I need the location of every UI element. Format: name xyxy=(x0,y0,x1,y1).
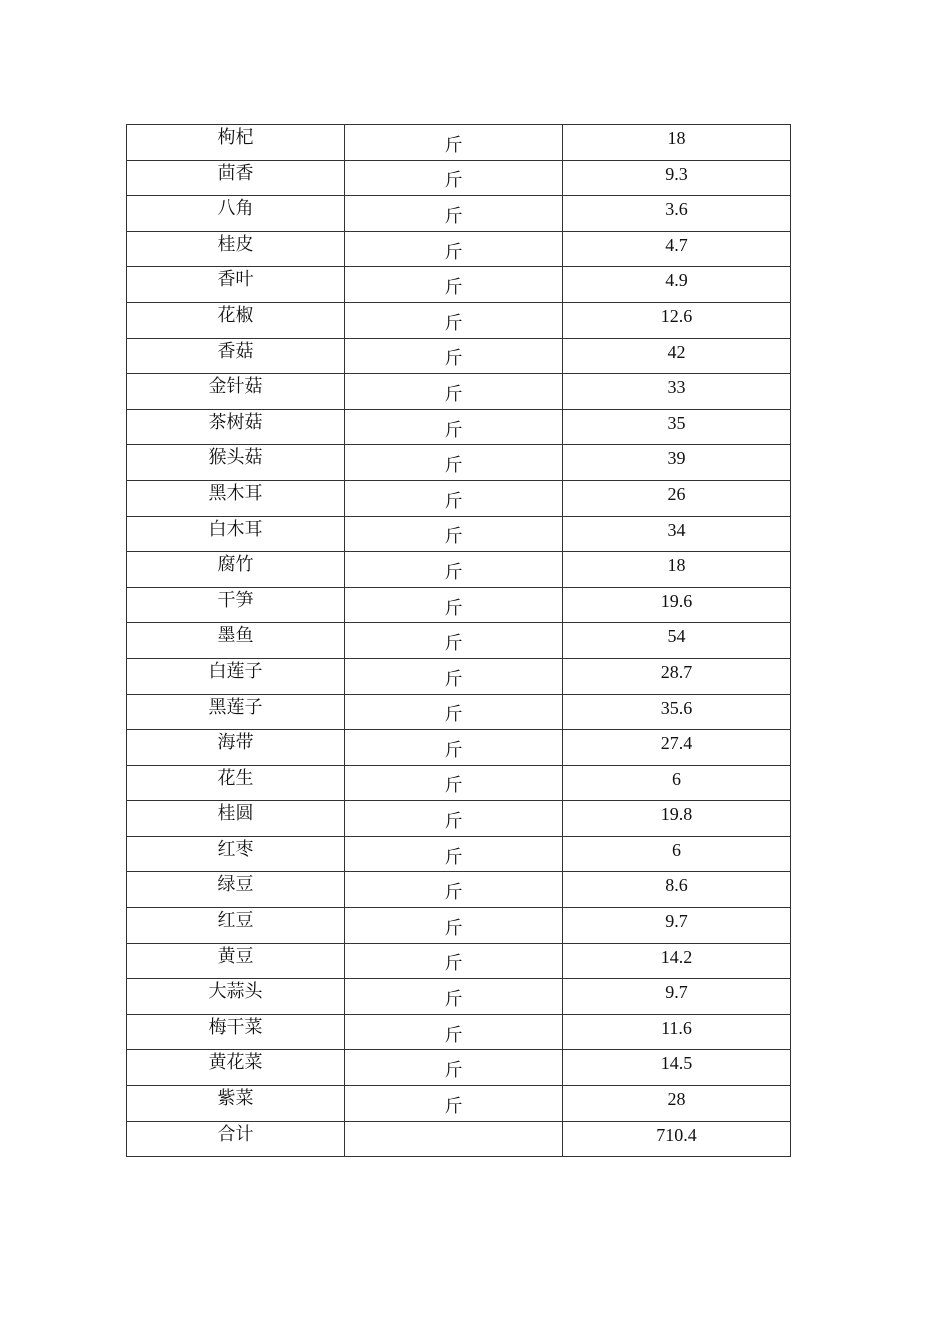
table-row xyxy=(127,765,791,801)
item-name-cell: 红枣 xyxy=(127,836,345,872)
item-name-cell: 枸杞 xyxy=(127,125,345,161)
table-row xyxy=(127,836,791,872)
item-name-cell: 花椒 xyxy=(127,302,345,338)
unit-cell: 斤 xyxy=(345,943,563,979)
price-cell: 6 xyxy=(563,836,791,872)
unit-cell: 斤 xyxy=(345,836,563,872)
unit-cell xyxy=(345,1121,563,1157)
table-row xyxy=(127,908,791,944)
table-row xyxy=(127,587,791,623)
price-cell: 34 xyxy=(563,516,791,552)
unit-cell: 斤 xyxy=(345,516,563,552)
unit-cell: 斤 xyxy=(345,1014,563,1050)
table-row xyxy=(127,125,791,161)
table-row xyxy=(127,623,791,659)
price-cell: 4.7 xyxy=(563,231,791,267)
price-cell: 710.4 xyxy=(563,1121,791,1157)
unit-cell: 斤 xyxy=(345,409,563,445)
item-name-cell: 紫菜 xyxy=(127,1086,345,1122)
table-row xyxy=(127,196,791,232)
price-cell: 9.3 xyxy=(563,160,791,196)
price-cell: 35 xyxy=(563,409,791,445)
item-name-cell: 香叶 xyxy=(127,267,345,303)
item-name-cell: 黑木耳 xyxy=(127,480,345,516)
unit-cell: 斤 xyxy=(345,801,563,837)
table-row xyxy=(127,302,791,338)
table-row xyxy=(127,480,791,516)
table-row xyxy=(127,338,791,374)
item-name-cell: 大蒜头 xyxy=(127,979,345,1015)
item-name-cell: 桂皮 xyxy=(127,231,345,267)
table-row xyxy=(127,160,791,196)
table-row xyxy=(127,445,791,481)
table-row xyxy=(127,267,791,303)
price-cell: 28 xyxy=(563,1086,791,1122)
price-cell: 3.6 xyxy=(563,196,791,232)
unit-cell: 斤 xyxy=(345,730,563,766)
item-name-cell: 干笋 xyxy=(127,587,345,623)
table-row xyxy=(127,1014,791,1050)
unit-cell: 斤 xyxy=(345,445,563,481)
item-name-cell: 海带 xyxy=(127,730,345,766)
unit-cell: 斤 xyxy=(345,160,563,196)
price-cell: 42 xyxy=(563,338,791,374)
table-row xyxy=(127,231,791,267)
price-cell: 18 xyxy=(563,125,791,161)
item-name-cell: 花生 xyxy=(127,765,345,801)
price-cell: 18 xyxy=(563,552,791,588)
table-row xyxy=(127,1050,791,1086)
unit-cell: 斤 xyxy=(345,1086,563,1122)
item-name-cell: 香菇 xyxy=(127,338,345,374)
item-name-cell: 合计 xyxy=(127,1121,345,1157)
table-row xyxy=(127,872,791,908)
item-name-cell: 腐竹 xyxy=(127,552,345,588)
price-cell: 4.9 xyxy=(563,267,791,303)
unit-cell: 斤 xyxy=(345,979,563,1015)
unit-cell: 斤 xyxy=(345,765,563,801)
price-cell: 14.2 xyxy=(563,943,791,979)
price-cell: 9.7 xyxy=(563,979,791,1015)
item-name-cell: 茴香 xyxy=(127,160,345,196)
unit-cell: 斤 xyxy=(345,302,563,338)
unit-cell: 斤 xyxy=(345,231,563,267)
item-name-cell: 白莲子 xyxy=(127,658,345,694)
item-name-cell: 黄花菜 xyxy=(127,1050,345,1086)
table-row xyxy=(127,409,791,445)
price-cell: 35.6 xyxy=(563,694,791,730)
table-body xyxy=(127,125,791,1157)
price-cell: 11.6 xyxy=(563,1014,791,1050)
price-cell: 9.7 xyxy=(563,908,791,944)
table-row xyxy=(127,943,791,979)
price-cell: 28.7 xyxy=(563,658,791,694)
item-name-cell: 金针菇 xyxy=(127,374,345,410)
item-name-cell: 黑莲子 xyxy=(127,694,345,730)
unit-cell: 斤 xyxy=(345,694,563,730)
table-row xyxy=(127,979,791,1015)
item-name-cell: 梅干菜 xyxy=(127,1014,345,1050)
unit-cell: 斤 xyxy=(345,338,563,374)
item-name-cell: 猴头菇 xyxy=(127,445,345,481)
table-row xyxy=(127,730,791,766)
item-name-cell: 绿豆 xyxy=(127,872,345,908)
price-cell: 54 xyxy=(563,623,791,659)
unit-cell: 斤 xyxy=(345,552,563,588)
item-name-cell: 红豆 xyxy=(127,908,345,944)
price-cell: 26 xyxy=(563,480,791,516)
unit-cell: 斤 xyxy=(345,1050,563,1086)
item-name-cell: 墨鱼 xyxy=(127,623,345,659)
item-name-cell: 八角 xyxy=(127,196,345,232)
price-cell: 8.6 xyxy=(563,872,791,908)
table-row xyxy=(127,1086,791,1122)
unit-cell: 斤 xyxy=(345,125,563,161)
price-cell: 12.6 xyxy=(563,302,791,338)
price-cell: 14.5 xyxy=(563,1050,791,1086)
table-row xyxy=(127,801,791,837)
unit-cell: 斤 xyxy=(345,196,563,232)
item-name-cell: 桂圆 xyxy=(127,801,345,837)
total-row xyxy=(127,1121,791,1157)
price-cell: 33 xyxy=(563,374,791,410)
item-name-cell: 白木耳 xyxy=(127,516,345,552)
price-cell: 19.8 xyxy=(563,801,791,837)
price-cell: 6 xyxy=(563,765,791,801)
unit-cell: 斤 xyxy=(345,267,563,303)
price-cell: 19.6 xyxy=(563,587,791,623)
table-row xyxy=(127,658,791,694)
unit-cell: 斤 xyxy=(345,872,563,908)
unit-cell: 斤 xyxy=(345,480,563,516)
unit-cell: 斤 xyxy=(345,908,563,944)
table-row xyxy=(127,374,791,410)
table-row xyxy=(127,694,791,730)
unit-cell: 斤 xyxy=(345,623,563,659)
price-cell: 39 xyxy=(563,445,791,481)
table-row xyxy=(127,552,791,588)
unit-cell: 斤 xyxy=(345,587,563,623)
item-name-cell: 茶树菇 xyxy=(127,409,345,445)
item-name-cell: 黄豆 xyxy=(127,943,345,979)
unit-cell: 斤 xyxy=(345,374,563,410)
unit-cell: 斤 xyxy=(345,658,563,694)
price-table xyxy=(126,124,791,1157)
price-cell: 27.4 xyxy=(563,730,791,766)
table-row xyxy=(127,516,791,552)
